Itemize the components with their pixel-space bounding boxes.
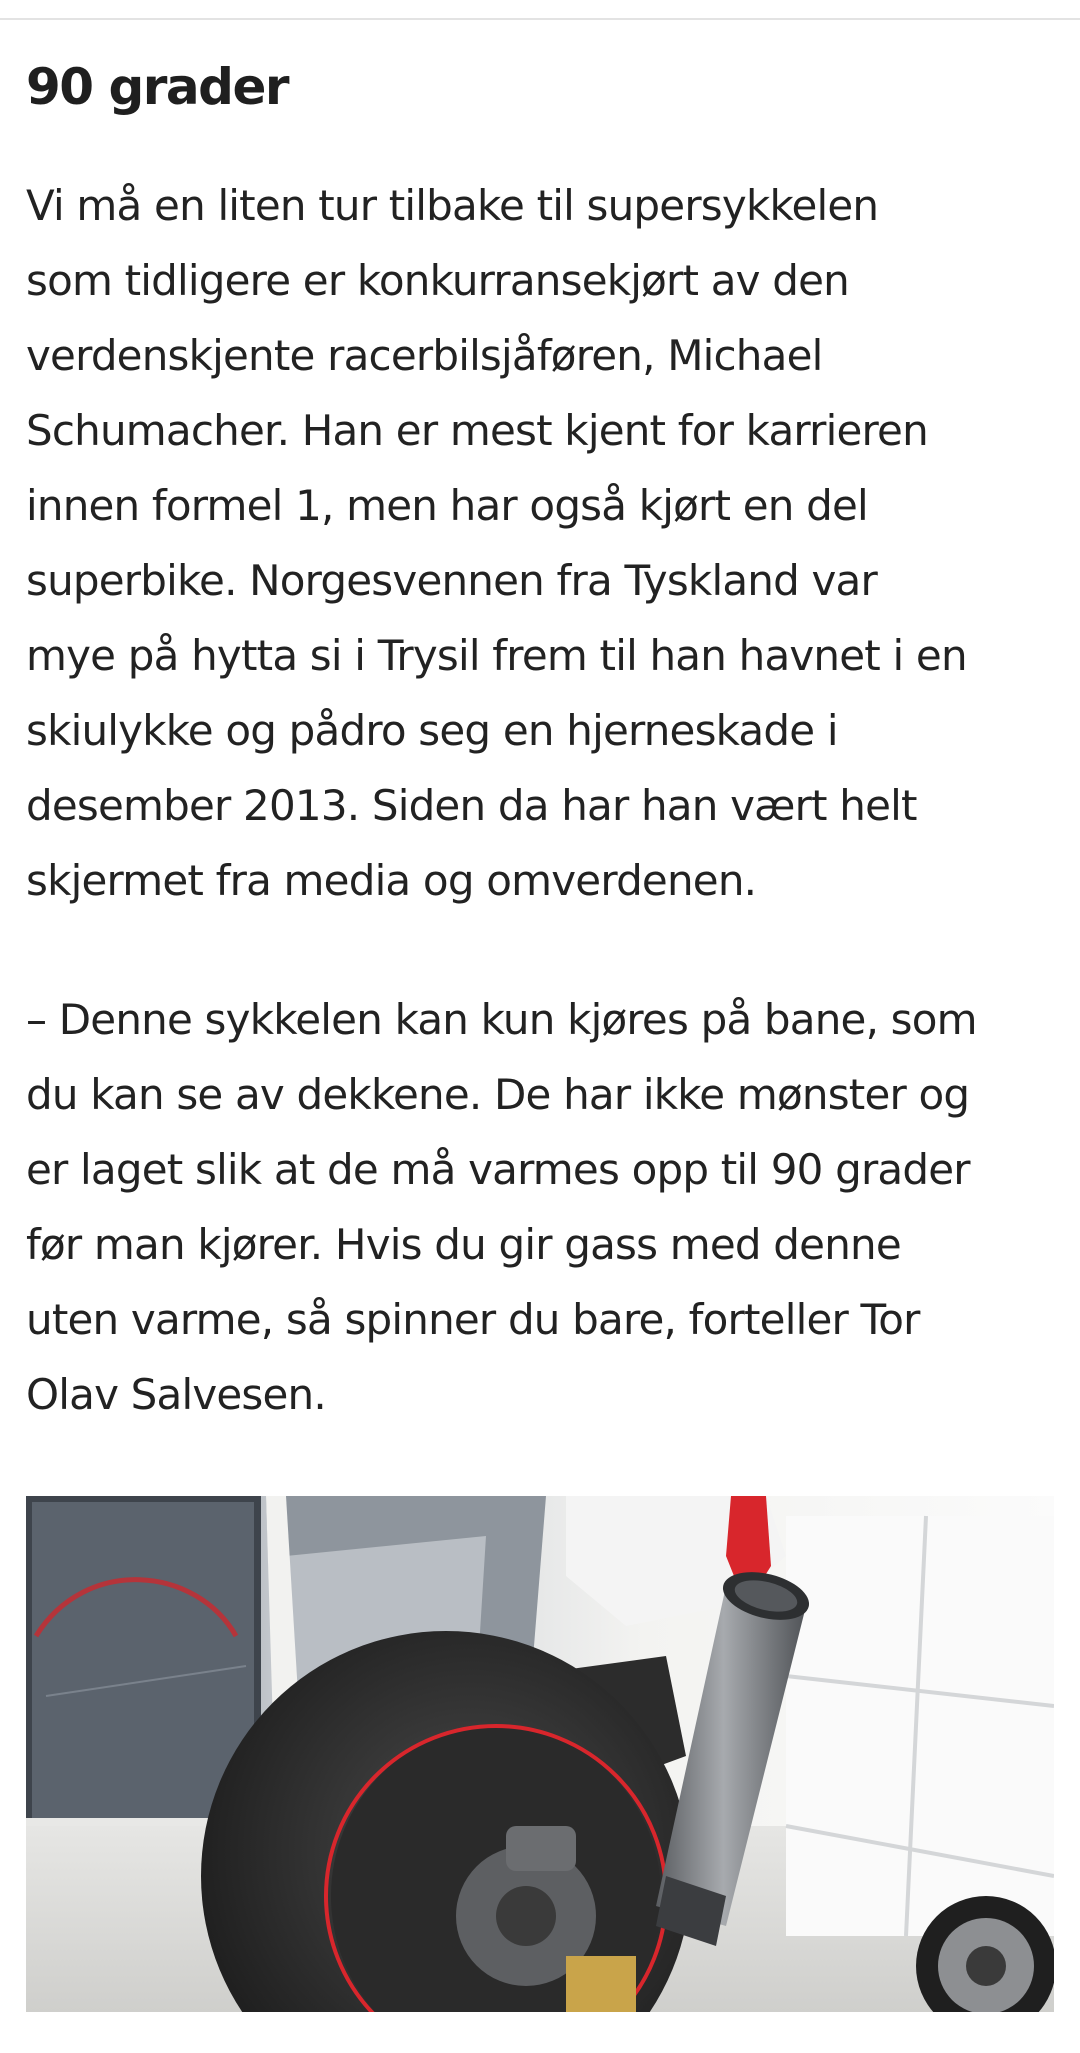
paragraph-line: Vi må en liten tur tilbake til supersykkelen [26,181,879,230]
paragraph-line: mye på hytta si i Trysil frem til han havnet i en [26,631,967,680]
paragraph-line: uten varme, så spinner du bare, forteller Tor [26,1295,920,1344]
paragraph-line: verdenskjente racerbilsjåføren, Michael [26,331,823,380]
paragraph-line: er laget slik at de må varmes opp til 90 grader [26,1145,970,1194]
window-glass [32,1502,254,1818]
paragraph-line: superbike. Norgesvennen fra Tyskland var [26,556,877,605]
paragraph-line: Olav Salvesen. [26,1370,326,1419]
top-divider [0,18,1080,20]
paragraph-line: Schumacher. Han er mest kjent for karrieren [26,406,928,455]
paragraph-line: skiulykke og pådro seg en hjerneskade i [26,706,838,755]
section-heading: 90 grader [26,58,289,116]
article-paragraph [26,168,1056,918]
brake-caliper [506,1826,576,1871]
paragraph-line: før man kjører. Hvis du gir gass med denne [26,1220,901,1269]
paragraph-line: som tidligere er konkurransekjørt av den [26,256,849,305]
paragraph-line: innen formel 1, men har også kjørt en del [26,481,868,530]
article-photo-motorcycle-rear[interactable] [26,1496,1054,2012]
paragraph-line: skjermet fra media og omverdenen. [26,856,757,905]
photo-illustration [26,1496,1054,2012]
paragraph-line: desember 2013. Siden da har han vært helt [26,781,917,830]
right-window [786,1516,1054,1936]
article-quote-paragraph [26,982,1056,1432]
paddock-stand [566,1956,636,2012]
paragraph-line: – Denne sykkelen kan kun kjøres på bane, som [26,995,977,1044]
paragraph-line: du kan se av dekkene. De har ikke mønster og [26,1070,970,1119]
